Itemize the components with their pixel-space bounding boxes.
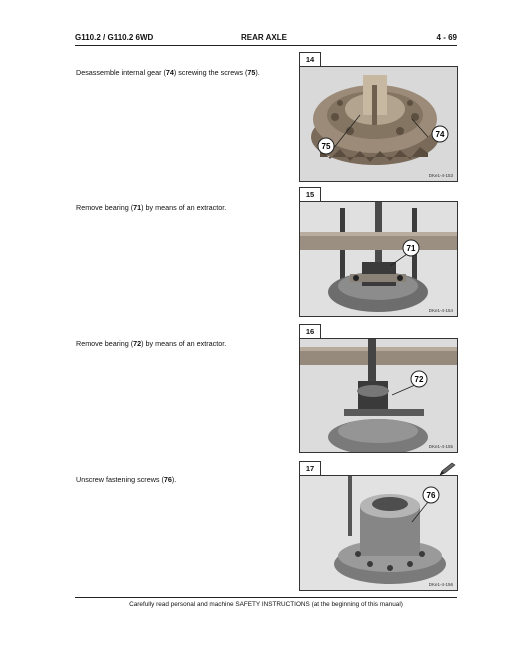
figure-14-number: 14 (299, 52, 321, 68)
footer-safety-note: Carefully read personal and machine SAFETY INSTRUCTIONS (at the beginning of this manual) (129, 601, 403, 608)
header-model: G110.2 / G110.2 6WD (75, 33, 154, 42)
figure-15-number: 15 (299, 187, 321, 203)
page-header (75, 31, 457, 45)
figure-14-photo (299, 66, 458, 182)
header-section: REAR AXLE (241, 33, 287, 42)
figure-16-photo (299, 338, 458, 453)
footer-rule (75, 597, 457, 598)
figure-17-photo (299, 475, 458, 591)
step-14-text: Desassemble internal gear (74) screwing the screws (75). (76, 68, 260, 77)
step-17-text: Unscrew fastening screws (76). (76, 475, 177, 484)
photo-code: DKe1-4-156 (428, 582, 453, 587)
callout-76: 76 (426, 491, 436, 500)
figure-16-number: 16 (299, 324, 321, 340)
header-page-number: 4 - 69 (436, 33, 457, 42)
figure-15-photo (299, 201, 458, 317)
step-16-text: Remove bearing (72) by means of an extractor. (76, 339, 227, 348)
callout-71: 71 (406, 244, 416, 253)
photo-code: DKe1-4-153 (428, 173, 453, 178)
pen-icon (438, 462, 456, 476)
callout-72: 72 (414, 375, 424, 384)
callout-75: 75 (321, 142, 331, 151)
callout-74: 74 (435, 130, 445, 139)
header-rule (75, 45, 457, 46)
figure-17-number: 17 (299, 461, 321, 477)
step-15-text: Remove bearing (71) by means of an extractor. (76, 203, 227, 212)
photo-code: DKe1-4-154 (428, 308, 453, 313)
photo-code: DKe1-4-155 (428, 444, 453, 449)
